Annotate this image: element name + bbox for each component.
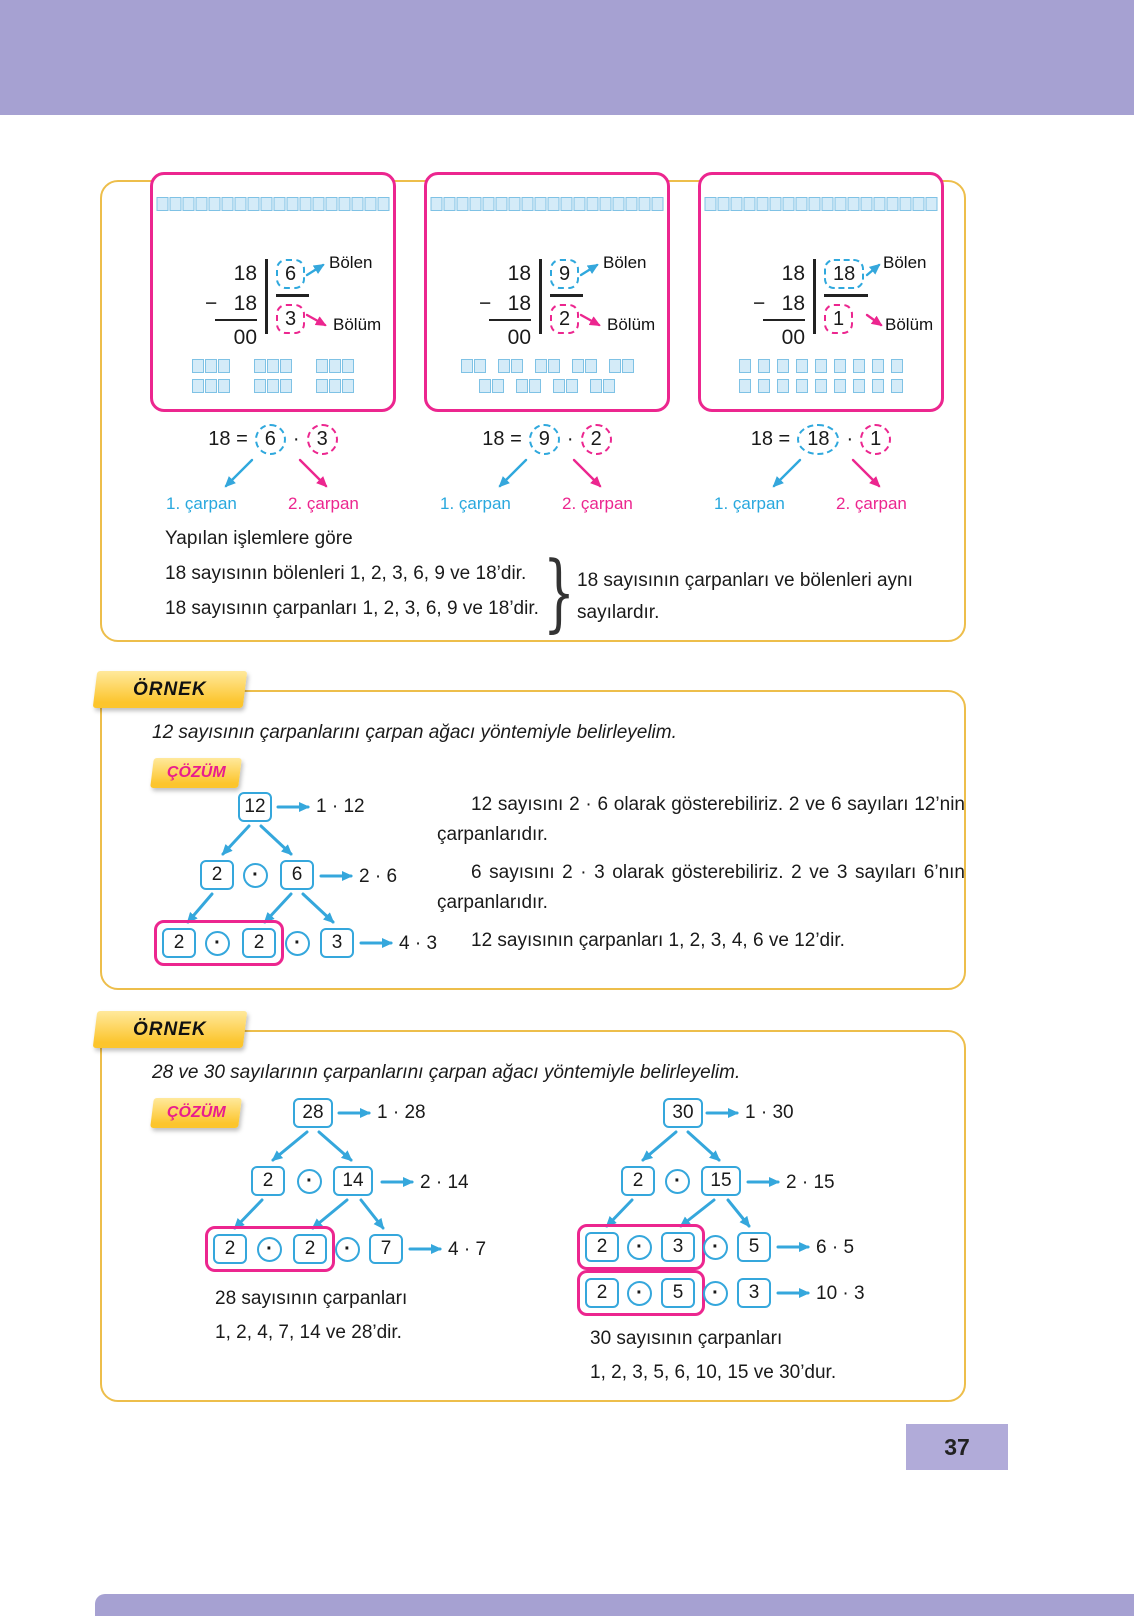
unit-tile — [815, 359, 827, 373]
tile-groups — [701, 359, 941, 393]
bolum-label: Bölüm — [333, 315, 382, 334]
unit-tile — [758, 359, 770, 373]
second-factor-label: 2. çarpan — [836, 494, 907, 513]
tree-node: 2 — [585, 1278, 619, 1308]
minus-sign: − — [753, 292, 766, 315]
unit-tile — [205, 359, 217, 373]
unit-tile — [352, 197, 364, 211]
bolen-label: Bölen — [883, 253, 927, 272]
unit-tile — [853, 379, 865, 393]
ornek2-prompt: 28 ve 30 sayılarının çarpanlarını çarpan ağacı yöntemiyle belirleyelim. — [152, 1062, 741, 1083]
unit-tile — [913, 197, 925, 211]
ornek1-prompt: 12 sayısının çarpanlarını çarpan ağacı yöntemiyle belirleyelim. — [152, 722, 677, 743]
unit-tile — [600, 197, 612, 211]
tree-node: 2 — [293, 1234, 327, 1264]
times-circle-icon: · — [665, 1169, 690, 1194]
quotient: 3 — [276, 304, 305, 334]
tree-node: 2 — [585, 1232, 619, 1262]
unit-tile — [461, 359, 473, 373]
unit-tile — [280, 379, 292, 393]
unit-tile — [196, 197, 208, 211]
ornek2-badge-label: ÖRNEK — [133, 1018, 207, 1040]
tile-groups — [427, 359, 667, 393]
factor1-circled: 18 — [797, 424, 839, 455]
result-28-line1: 28 sayısının çarpanları — [215, 1288, 408, 1309]
factor-equation-6x3 — [150, 424, 396, 524]
equation — [150, 424, 396, 455]
division-right — [265, 259, 309, 334]
tile-group — [192, 359, 230, 373]
unit-tile — [758, 379, 770, 393]
unit-tile — [739, 359, 751, 373]
bolum-label: Bölüm — [607, 315, 656, 334]
unit-tile — [613, 197, 625, 211]
subtraction-line — [489, 319, 531, 321]
unit-tile — [474, 359, 486, 373]
product-label: 1 · 30 — [745, 1102, 794, 1123]
unit-tile — [365, 197, 377, 211]
subtraction-row — [205, 289, 257, 319]
tree-node: 6 — [280, 860, 314, 890]
unit-tile — [267, 379, 279, 393]
unit-tile — [170, 197, 182, 211]
long-division — [753, 259, 868, 353]
tree-node: 12 — [238, 792, 272, 822]
unit-tile — [209, 197, 221, 211]
factor-equation-9x2 — [424, 424, 670, 524]
tree-node: 30 — [663, 1098, 703, 1128]
unit-tile — [861, 197, 873, 211]
product-label: 1 · 28 — [377, 1102, 426, 1123]
unit-tile — [316, 359, 328, 373]
subtraction-row — [753, 289, 805, 319]
unit-tile — [431, 197, 443, 211]
unit-tile — [261, 197, 273, 211]
tile-group — [192, 379, 230, 393]
result-28-line2: 1, 2, 4, 7, 14 ve 28’dir. — [215, 1322, 402, 1343]
factor2-circled: 2 — [581, 424, 612, 455]
product-label: 2 · 6 — [359, 866, 398, 887]
tree-node: 7 — [369, 1234, 403, 1264]
dividend: 18 — [507, 262, 531, 285]
unit-tile — [548, 359, 560, 373]
unit-tile — [572, 359, 584, 373]
subtraction-line — [763, 319, 805, 321]
tile-row — [192, 359, 354, 373]
summary-heading: Yapılan işlemlere göre — [165, 528, 353, 549]
tile-group — [516, 379, 541, 393]
division-left — [205, 259, 257, 353]
division-left — [479, 259, 531, 353]
unit-tile — [603, 379, 615, 393]
quotient-cell — [550, 297, 583, 334]
unit-tile — [626, 197, 638, 211]
unit-tile — [522, 197, 534, 211]
unit-tile — [511, 359, 523, 373]
tile-row — [479, 379, 615, 393]
result-30-line1: 30 sayısının çarpanları — [590, 1328, 783, 1349]
unit-tile — [280, 359, 292, 373]
tree-node: 2 — [251, 1166, 285, 1196]
unit-tile — [796, 197, 808, 211]
equation-lhs: 18 = — [208, 428, 248, 450]
minus-sign: − — [479, 292, 492, 315]
tile-group — [316, 359, 354, 373]
explanation-paragraph: 12 sayısının çarpanları 1, 2, 3, 4, 6 ve 12’dir. — [471, 930, 845, 951]
times-circle-icon: · — [297, 1169, 322, 1194]
second-factor-label: 2. çarpan — [562, 494, 633, 513]
unit-tile — [872, 379, 884, 393]
unit-tile — [535, 197, 547, 211]
tile-group — [316, 379, 354, 393]
unit-tile — [274, 197, 286, 211]
times-dot: · — [846, 428, 854, 450]
quotient: 2 — [550, 304, 579, 334]
unit-tile — [872, 359, 884, 373]
unit-tile — [834, 359, 846, 373]
tree-node: 3 — [320, 928, 354, 958]
dividend: 18 — [781, 262, 805, 285]
subtrahend: 18 — [781, 292, 805, 315]
quotient-cell — [824, 297, 868, 334]
divisor-cell — [276, 259, 309, 297]
factor-tree-30 — [575, 1098, 915, 1318]
unit-tile — [339, 197, 351, 211]
tile-row — [739, 359, 903, 373]
bolen-label: Bölen — [329, 253, 373, 272]
bolum-label: Bölüm — [885, 315, 934, 334]
unit-tile — [796, 379, 808, 393]
cozum1-badge — [150, 758, 242, 788]
long-division — [205, 259, 309, 353]
product-label: 10 · 3 — [816, 1283, 865, 1304]
unit-tile — [235, 197, 247, 211]
unit-tile — [574, 197, 586, 211]
ornek2-badge — [93, 1011, 248, 1048]
unit-tile — [553, 379, 565, 393]
times-circle-icon: · — [627, 1235, 652, 1260]
unit-tile — [254, 359, 266, 373]
subtraction-line — [215, 319, 257, 321]
tile-group — [590, 379, 615, 393]
unit-tile — [609, 359, 621, 373]
tile-row — [739, 379, 903, 393]
division-right — [539, 259, 583, 334]
unit-tile — [535, 359, 547, 373]
note-line1: 18 sayısının çarpanları ve bölenleri aynı — [577, 570, 913, 591]
unit-tile — [770, 197, 782, 211]
quotient: 1 — [824, 304, 853, 334]
tree-node: 14 — [333, 1166, 373, 1196]
unit-tile — [853, 359, 865, 373]
unit-tile — [809, 197, 821, 211]
unit-tile — [639, 197, 651, 211]
remainder: 00 — [233, 326, 257, 349]
cozum2-badge-label: ÇÖZÜM — [166, 1104, 226, 1121]
times-circle-icon: · — [335, 1237, 360, 1262]
divisor: 9 — [550, 259, 579, 289]
divisor-cell — [550, 259, 583, 297]
equation-lhs: 18 = — [750, 428, 791, 450]
unit-tile — [739, 379, 751, 393]
cozum1-badge-label: ÇÖZÜM — [166, 764, 226, 781]
page-number-box — [906, 1424, 1008, 1470]
unit-tile — [218, 359, 230, 373]
tree-node: 5 — [661, 1278, 695, 1308]
unit-tile — [316, 379, 328, 393]
unit-tile — [783, 197, 795, 211]
unit-tile — [561, 197, 573, 211]
tile-row — [192, 379, 354, 393]
unit-tile — [777, 379, 789, 393]
ornek1-badge — [93, 671, 248, 708]
tree-node: 3 — [737, 1278, 771, 1308]
times-circle-icon: · — [205, 931, 230, 956]
tile-group — [535, 359, 560, 373]
division-panel-18 — [698, 172, 944, 412]
tile-strip — [431, 197, 664, 211]
tile-strip — [705, 197, 938, 211]
equation — [698, 424, 944, 455]
unit-tile — [329, 379, 341, 393]
long-division — [479, 259, 583, 353]
unit-tile — [731, 197, 743, 211]
unit-tile — [587, 197, 599, 211]
brace-icon: } — [543, 543, 576, 641]
tree-node: 2 — [621, 1166, 655, 1196]
unit-tile — [444, 197, 456, 211]
unit-tile — [822, 197, 834, 211]
division-panel-9 — [424, 172, 670, 412]
explanation-paragraph: 6 sayısını 2 · 3 olarak gösterebiliriz. 2 ve 3 sayıları 6’nın çarpanlarıdır. — [437, 862, 965, 913]
tile-group — [479, 379, 504, 393]
unit-tile — [222, 197, 234, 211]
footer-band — [95, 1594, 1134, 1616]
unit-tile — [590, 379, 602, 393]
unit-tile — [815, 379, 827, 393]
tile-row — [461, 359, 634, 373]
times-circle-icon: · — [257, 1237, 282, 1262]
unit-tile — [796, 359, 808, 373]
tile-group — [553, 379, 578, 393]
unit-tile — [329, 359, 341, 373]
division-left — [753, 259, 805, 353]
unit-tile — [342, 379, 354, 393]
unit-tile — [835, 197, 847, 211]
product-label: 4 · 7 — [448, 1239, 487, 1260]
explanation-paragraph: 12 sayısını 2 · 6 olarak gösterebiliriz. 2 ve 6 sayıları 12’nin çarpanlarıdır. — [437, 794, 965, 845]
unit-tile — [326, 197, 338, 211]
unit-tile — [498, 359, 510, 373]
tree-node: 28 — [293, 1098, 333, 1128]
times-dot: · — [292, 428, 300, 450]
first-factor-label: 1. çarpan — [440, 494, 511, 513]
factor2-circled: 3 — [307, 424, 338, 455]
unit-tile — [300, 197, 312, 211]
divisors-line: 18 sayısının bölenleri 1, 2, 3, 6, 9 ve 18’dir. — [165, 563, 527, 584]
times-circle-icon: · — [703, 1235, 728, 1260]
note-line2: sayılardır. — [577, 602, 660, 623]
unit-tile — [566, 379, 578, 393]
unit-tile — [887, 197, 899, 211]
tree-node: 15 — [701, 1166, 741, 1196]
bolen-label: Bölen — [603, 253, 647, 272]
subtraction-row — [479, 289, 531, 319]
unit-tile — [705, 197, 717, 211]
times-circle-icon: · — [285, 931, 310, 956]
product-label: 2 · 14 — [420, 1172, 469, 1193]
equation-lhs: 18 = — [482, 428, 522, 450]
tree-node: 3 — [661, 1232, 695, 1262]
unit-tile — [342, 359, 354, 373]
times-dot: · — [566, 428, 574, 450]
ornek1-badge-label: ÖRNEK — [133, 678, 207, 700]
tile-group — [254, 359, 292, 373]
unit-tile — [848, 197, 860, 211]
tree-node: 2 — [213, 1234, 247, 1264]
unit-tile — [248, 197, 260, 211]
unit-tile — [900, 197, 912, 211]
unit-tile — [718, 197, 730, 211]
tree-node: 2 — [242, 928, 276, 958]
tile-group — [254, 379, 292, 393]
remainder: 00 — [507, 326, 531, 349]
unit-tile — [585, 359, 597, 373]
unit-tile — [652, 197, 664, 211]
unit-tile — [622, 359, 634, 373]
unit-tile — [313, 197, 325, 211]
tree-node: 2 — [162, 928, 196, 958]
unit-tile — [874, 197, 886, 211]
factor1-circled: 9 — [529, 424, 560, 455]
page-number: 37 — [944, 1433, 970, 1460]
times-circle-icon: · — [243, 863, 268, 888]
second-factor-label: 2. çarpan — [288, 494, 359, 513]
unit-tile — [891, 359, 903, 373]
ornek1-explanation — [437, 790, 965, 964]
unit-tile — [529, 379, 541, 393]
tile-group — [461, 359, 486, 373]
quotient-cell — [276, 297, 309, 334]
division-panel-6 — [150, 172, 396, 412]
unit-tile — [254, 379, 266, 393]
unit-tile — [192, 379, 204, 393]
minus-sign: − — [205, 292, 218, 315]
unit-tile — [926, 197, 938, 211]
subtrahend: 18 — [233, 292, 257, 315]
unit-tile — [157, 197, 169, 211]
unit-tile — [496, 197, 508, 211]
result-30-line2: 1, 2, 3, 5, 6, 10, 15 ve 30’dur. — [590, 1362, 837, 1383]
unit-tile — [757, 197, 769, 211]
unit-tile — [516, 379, 528, 393]
dividend: 18 — [233, 262, 257, 285]
factor1-circled: 6 — [255, 424, 286, 455]
factor2-circled: 1 — [860, 424, 891, 455]
first-factor-label: 1. çarpan — [714, 494, 785, 513]
unit-tile — [378, 197, 390, 211]
product-label: 6 · 5 — [816, 1237, 855, 1258]
unit-tile — [483, 197, 495, 211]
unit-tile — [548, 197, 560, 211]
tree-node: 5 — [737, 1232, 771, 1262]
factor-tree-28 — [205, 1098, 535, 1278]
remainder: 00 — [781, 326, 805, 349]
unit-tile — [470, 197, 482, 211]
division-right — [813, 259, 868, 334]
unit-tile — [492, 379, 504, 393]
tile-groups — [153, 359, 393, 393]
product-label: 1 · 12 — [316, 796, 365, 817]
unit-tile — [479, 379, 491, 393]
factor-equation-18x1 — [698, 424, 944, 524]
tile-group — [498, 359, 523, 373]
unit-tile — [287, 197, 299, 211]
first-factor-label: 1. çarpan — [166, 494, 237, 513]
times-circle-icon: · — [703, 1281, 728, 1306]
divisor: 18 — [824, 259, 864, 289]
equation — [424, 424, 670, 455]
tile-group — [572, 359, 597, 373]
tree-node: 2 — [200, 860, 234, 890]
unit-tile — [218, 379, 230, 393]
product-label: 4 · 3 — [399, 933, 438, 954]
subtrahend: 18 — [507, 292, 531, 315]
unit-tile — [183, 197, 195, 211]
unit-tile — [834, 379, 846, 393]
product-label: 2 · 15 — [786, 1172, 835, 1193]
divisor: 6 — [276, 259, 305, 289]
unit-tile — [192, 359, 204, 373]
unit-tile — [777, 359, 789, 373]
unit-tile — [457, 197, 469, 211]
divisor-cell — [824, 259, 868, 297]
tile-group — [609, 359, 634, 373]
unit-tile — [509, 197, 521, 211]
unit-tile — [744, 197, 756, 211]
header-band — [0, 0, 1134, 115]
unit-tile — [205, 379, 217, 393]
times-circle-icon: · — [627, 1281, 652, 1306]
tile-strip — [157, 197, 390, 211]
unit-tile — [891, 379, 903, 393]
unit-tile — [267, 359, 279, 373]
factors-line: 18 sayısının çarpanları 1, 2, 3, 6, 9 ve 18’dir. — [165, 598, 539, 619]
